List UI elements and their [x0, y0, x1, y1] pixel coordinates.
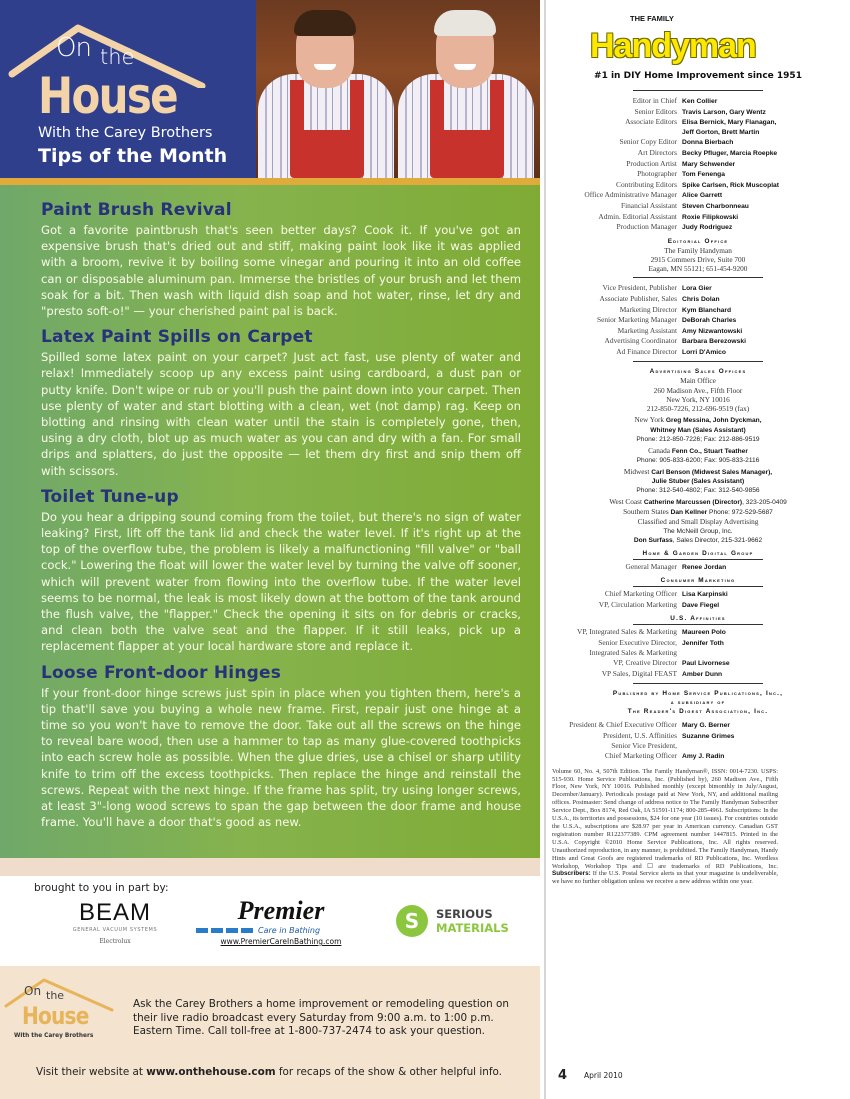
staff-name: Paul Livornese — [682, 660, 730, 668]
divider — [633, 683, 763, 684]
staff-row — [546, 305, 850, 316]
tip-toilet-tune-up — [41, 487, 521, 655]
staff-name: Mary Schwender — [682, 160, 736, 168]
tip-paint-brush-revival — [41, 200, 521, 319]
page-number: 4 — [558, 1068, 568, 1083]
staff-name: Dave Fiegel — [682, 601, 720, 609]
staff-row — [546, 117, 850, 128]
promo-logo-on: On — [24, 984, 42, 998]
staff-row — [546, 96, 850, 107]
promo-logo-with: With the Carey Brothers — [14, 1033, 94, 1039]
advertising-sales-offices — [546, 367, 850, 544]
tip-body: Do you hear a dripping sound coming from the toilet, but there's no sign of water leaking? First, lift off the tank lid and check the water level. If it's right up at the top of the overflow tube, the problem is likely a malfunctioning "fill valve" or "ball cock." Lowering the float will lower the water level by turning the valve off sooner, which will prevent water from flowing into the overflow tube. If the water level seems to be normal, the leak is most likely down at the bottom of the tank around the flush valve, the "flapper." Check the opening it sits on for debris or cracks, and clean both the valve seat and the flapper. If it still leaks, pick up a replacement flapper at your local hardware store and replace it. — [41, 509, 521, 654]
staff-role: VP, Circulation Marketing — [598, 599, 677, 609]
divider — [633, 90, 763, 91]
staff-name: Steven Charbonneau — [682, 202, 749, 210]
staff-row — [546, 222, 850, 233]
serious-line1: SERIOUS — [436, 907, 493, 921]
visit-prefix: Visit their website at — [36, 1066, 147, 1078]
main-office-line: New York, NY 10016 — [666, 394, 730, 404]
staff-role: Integrated Sales & Marketing — [589, 648, 677, 658]
office-line: Eagan, MN 55121; 651-454-9200 — [648, 264, 748, 274]
staff-name: Alice Garrett — [682, 192, 723, 200]
brother-right-figure — [396, 8, 536, 178]
tip-heading: Latex Paint Spills on Carpet — [41, 327, 313, 348]
website-link[interactable]: www.onthehouse.com — [146, 1066, 276, 1078]
main-office-line: 212-850-7226, 212-696-9519 (fax) — [646, 404, 750, 414]
staff-role: Associate Publisher, Sales — [599, 293, 677, 303]
staff-role: Financial Assistant — [620, 200, 677, 210]
staff-role: Photographer — [637, 169, 677, 179]
tip-body: Spilled some latex paint on your carpet? Just act fast, use plenty of water and relax! Immediately scoop up any excess paint using cardboard, a dust pan or putty knife. Don't wipe or rub or you'll push the paint down into your carpet. Then use plenty of water and start blotting with a clean, wet (not damp) rag. Keep on blotting and rinsing with clean water until the stain is completely gone, then, using a dry cloth, blot up as much water as you can and dry with a fan. For small drips and splatters, do just the opposite — let them dry first and snip them off with scissors. — [41, 350, 521, 478]
staff-row — [546, 658, 850, 669]
staff-name: DeBorah Charles — [682, 317, 737, 325]
staff-name: Tom Fenenga — [682, 171, 725, 179]
staff-role: Editor in Chief — [632, 96, 677, 105]
published-by-line: The Reader's Digest Association, Inc. — [627, 708, 769, 716]
handyman-logo-block — [590, 14, 806, 70]
region-label: New York — [634, 415, 665, 425]
region-names: Greg Messina, John Dyckman, — [665, 417, 762, 425]
published-by-line: Published by Home Service Publications, Inc., — [612, 690, 784, 698]
region-label: Midwest — [623, 466, 650, 476]
gold-divider — [0, 178, 540, 185]
staff-name: Barbara Berezowski — [682, 338, 746, 346]
staff-name: Mary G. Berner — [682, 722, 730, 730]
staff-row — [546, 201, 850, 212]
promo-logo-house: House — [22, 1002, 89, 1030]
main-office-line: Main Office — [680, 376, 716, 386]
section-heading: Consumer Marketing — [660, 577, 736, 585]
staff-name: Amber Dunn — [682, 670, 723, 678]
divider — [633, 586, 763, 587]
staff-name: Maureen Polo — [682, 629, 726, 637]
region-label: Canada — [648, 445, 670, 455]
southern-states-office — [546, 507, 850, 517]
region-phone: Phone: 905-833-6200; Fax: 905-833-2116 — [636, 456, 760, 464]
staff-role: Associate Editors — [625, 117, 677, 127]
staff-row — [546, 669, 850, 680]
staff-name: Amy J. Radin — [682, 753, 725, 761]
staff-row — [546, 128, 850, 138]
staff-row — [546, 212, 850, 223]
tip-body: If your front-door hinge screws just spin in place when you tighten them, here's a tip that'll save you buying a whole new frame. First, repair just one hinge at a time so you won't have to remove the door. Take out all the screws on the hinge to reveal bare wood, then use a hammer to tap as many glue-covered toothpicks into each screw hole as possible. When the glue dries, use a chisel or sharp utility knife to trim off the excess toothpicks. Then replace the hinge and reinstall the screws. Repeat with the next hinge. If the frame has split, try using longer screws, at least 3"-long wood screws to span the gap between the door frame and house frame. You'll have a door that's good as new. — [41, 685, 521, 830]
staff-role: Senior Marketing Manager — [596, 315, 677, 325]
tip-heading: Toilet Tune-up — [41, 486, 179, 507]
premier-url-link[interactable]: www.PremierCareInBathing.com — [220, 937, 342, 946]
us-affinities-staff-list — [546, 627, 850, 679]
staff-name: Judy Rodriguez — [682, 224, 733, 232]
staff-row — [546, 720, 850, 731]
staff-name: Lorri D'Amico — [682, 348, 726, 356]
sponsors-label: brought to you in part by: — [34, 882, 169, 894]
staff-name: Jennifer Toth — [682, 639, 724, 647]
staff-name: Renee Jordan — [682, 563, 727, 571]
staff-role: Contributing Editors — [616, 179, 677, 189]
office-line: 2915 Commers Drive, Suite 700 — [650, 254, 746, 264]
staff-name: Ken Collier — [682, 98, 718, 105]
section-heading: U.S. Affinities — [670, 615, 726, 623]
staff-role: General Manager — [625, 561, 677, 571]
staff-role: President, U.S. Affinities — [603, 730, 677, 740]
staff-row — [546, 347, 850, 358]
staff-role: Marketing Director — [619, 304, 677, 314]
sponsors-section — [0, 876, 540, 966]
classified-name: Don Surfass — [633, 536, 673, 544]
staff-row — [546, 180, 850, 191]
staff-row — [546, 283, 850, 294]
staff-row — [546, 731, 850, 742]
logo-the-text: the — [100, 45, 135, 69]
canada-office — [546, 446, 850, 456]
section-heading: Editorial Office — [667, 237, 729, 245]
region-names: Fenn Co., Stuart Teather — [671, 447, 748, 455]
staff-name: Lora Gier — [682, 285, 712, 293]
staff-name: Suzanne Grimes — [682, 732, 735, 740]
west-coast-office — [546, 497, 850, 507]
staff-row — [546, 638, 850, 649]
staff-row — [546, 315, 850, 326]
premier-logo — [196, 898, 366, 947]
subscribers-label: Subscribers: — [552, 870, 591, 878]
staff-row — [546, 148, 850, 159]
divider — [633, 624, 763, 625]
staff-row — [546, 326, 850, 337]
classified-heading: Classified and Small Display Advertising — [637, 517, 759, 527]
staff-row — [546, 336, 850, 347]
serious-materials-logo — [396, 902, 532, 942]
new-york-office — [546, 415, 850, 425]
handyman-logo: Handyman — [590, 27, 756, 65]
staff-role: VP, Creative Director — [613, 658, 677, 668]
staff-row — [546, 159, 850, 170]
promo-visit-line — [36, 1066, 536, 1079]
staff-role: President & Chief Executive Officer — [569, 720, 677, 730]
promo-text: Ask the Carey Brothers a home improvement or remodeling question on their live radio broadcast every Saturday from 9:00 a.m. to 1:00 p.m. Eastern Time. Call toll-free at 1-800-737-2474 to ask your question. — [133, 998, 509, 1037]
published-by — [546, 689, 850, 716]
beam-logo — [55, 900, 175, 946]
tip-body: Got a favorite paintbrush that's seen better days? Cook it. If you've got an expensive brush that's dried out and stiff, making paint look like it was applied with a broom, revive it by boiling some vinegar and pouring it into an old coffee can or disposable aluminum pan. Immerse the bristles of your brush and let them soak for a bit. Then wash with liquid dish soap and hot water, rinse, let dry and "presto soft-o!" — your cherished paint pal is back. — [41, 223, 521, 319]
staff-role: Vice President, Publisher — [602, 283, 677, 293]
classified-info: , Sales Director, 215-321-9662 — [672, 536, 763, 544]
staff-row — [546, 562, 850, 573]
staff-role: VP, Integrated Sales & Marketing — [577, 627, 677, 637]
premier-tagline-row — [196, 925, 366, 936]
staff-name: Kym Blanchard — [682, 306, 732, 314]
header-banner — [0, 0, 540, 178]
published-by-line: a subsidiary of — [670, 699, 726, 707]
staff-name: Becky Pfluger, Marcia Roepke — [682, 149, 778, 157]
staff-row — [546, 137, 850, 148]
issue-date: April 2010 — [584, 1071, 623, 1080]
classified-contact — [546, 536, 850, 545]
divider — [633, 559, 763, 560]
premier-name: Premier — [237, 896, 325, 925]
staff-row — [546, 600, 850, 611]
us-affinities — [546, 614, 850, 623]
logo-on-text: On — [56, 33, 91, 63]
tips-list — [41, 200, 521, 839]
region-names: Dan Kellner — [670, 509, 708, 517]
staff-role: Art Directors — [637, 147, 677, 157]
masthead-tagline: #1 in DIY Home Improvement since 1951 — [594, 71, 802, 81]
editorial-office — [546, 237, 850, 274]
region-label: Southern States — [623, 507, 669, 517]
consumer-marketing — [546, 576, 850, 585]
divider — [633, 361, 763, 362]
staff-role: Marketing Assistant — [617, 325, 677, 335]
staff-name: Spike Carlsen, Rick Muscoplat — [682, 181, 780, 189]
staff-role: Ad Finance Director — [616, 346, 677, 356]
region-label: West Coast — [609, 496, 643, 506]
section-heading: Advertising Sales Offices — [649, 368, 747, 376]
staff-name: Roxie Filipkowski — [682, 213, 739, 221]
region-names: Carl Benson (Midwest Sales Manager), — [651, 468, 773, 476]
staff-row — [546, 589, 850, 600]
staff-role: Senior Copy Editor — [619, 137, 677, 147]
tip-heading: Paint Brush Revival — [41, 200, 232, 220]
staff-row — [546, 741, 850, 751]
staff-name: Amy Nizwantowski — [682, 327, 743, 335]
legal-notice — [552, 768, 778, 887]
serious-s-icon: S — [396, 905, 428, 937]
staff-name: Lisa Karpinski — [682, 591, 728, 599]
executives-list — [546, 720, 850, 761]
staff-role: Chief Marketing Officer — [604, 751, 677, 761]
brother-left-figure — [256, 8, 396, 178]
beam-parent: Electrolux — [99, 938, 131, 945]
region-names: Julie Stuber (Sales Assistant) — [651, 477, 745, 485]
staff-row — [546, 169, 850, 180]
staff-role: VP Sales, Digital FEAST — [601, 668, 677, 678]
tip-loose-front-door-hinges — [41, 663, 521, 831]
tip-latex-paint-spills — [41, 327, 521, 479]
classified-company: The McNeill Group, Inc. — [663, 527, 733, 535]
staff-role: Production Manager — [616, 222, 677, 232]
staff-role: Production Artist — [626, 158, 677, 168]
region-phone: Phone: 212-850-7226; Fax: 212-886-9519 — [636, 435, 760, 443]
region-names: Catherine Marcussen (Director) — [643, 498, 743, 506]
staff-row — [546, 751, 850, 762]
staff-role: Senior Vice President, — [611, 741, 677, 751]
handyman-logo-small: THE FAMILY — [630, 14, 674, 23]
staff-role: Senior Executive Director, — [598, 637, 677, 647]
staff-role: Advertising Coordinator — [604, 336, 677, 346]
premier-tagline: Care in Bathing — [258, 926, 321, 935]
consumer-marketing-staff-list — [546, 589, 850, 610]
tan-divider — [0, 858, 540, 876]
header-subtitle: With the Carey Brothers — [38, 125, 213, 141]
staff-row — [546, 627, 850, 638]
section-heading: Home & Garden Digital Group — [642, 549, 754, 557]
editorial-staff-list — [546, 96, 850, 233]
tip-heading: Loose Front-door Hinges — [41, 662, 282, 683]
divider — [633, 277, 763, 278]
staff-row — [546, 107, 850, 118]
region-phone: Phone: 972-529-5687 — [707, 509, 773, 517]
legal-text: Volume 60, No. 4, 507th Edition. The Family Handyman®, ISSN: 0014-7230. USPS: 515-930. Home Service Publications, Inc. (Published by), 260 Madison Ave., Fifth Floor, New York, NY 10016. Published monthly (except bimonthly in July/August, December/January). Periodicals postage paid at New York, NY, and additional mailing offices. Postmaster: Send change of address notice to The Family Handyman Subscriber Service Dept., Box 8174, Red Oak, IA 51591-1174; 800-285-4961. Subscriptions: In the U.S.A., its territories and possessions, $24 for one year (10 issues). For countries outside the U.S.A., subscriptions are $28.97 per year in American currency. Canadian GST registration number R122377389. CPM agreement number 1447815. Printed in the U.S.A. Copyright ©2010 Home Service Publications, Inc. All rights reserved. Unauthorized reproduction, in any manner, is prohibited. The Family Handyman, Handy Hints and Great Goofs are registered trademarks of RD Publications, Inc. Wordless Workshop, Workshop Tips and ☐ are trademarks of RD Publications, Inc. — [552, 767, 778, 870]
staff-row — [546, 190, 850, 201]
staff-name: Travis Larson, Gary Wentz — [682, 108, 766, 116]
masthead-page — [546, 0, 850, 1099]
region-phone: Phone: 312-540-4802; Fax: 312-540-9856 — [636, 486, 760, 494]
wave-icon — [196, 928, 254, 933]
staff-role: Admin. Editorial Assistant — [598, 211, 677, 221]
staff-name: Elisa Bernick, Mary Flanagan, — [682, 119, 777, 127]
visit-suffix: for recaps of the show & other helpful info. — [275, 1066, 502, 1078]
midwest-office — [546, 467, 850, 477]
staff-role: Chief Marketing Officer — [604, 589, 677, 599]
region-phone: , 323-205-0409 — [742, 498, 787, 506]
staff-row — [546, 294, 850, 305]
carey-brothers-photo — [256, 0, 540, 178]
staff-name: Jeff Gorton, Brett Martin — [682, 128, 760, 136]
home-garden-digital-group — [546, 549, 850, 558]
home-garden-staff-list — [546, 562, 850, 573]
staff-name: Donna Bierbach — [682, 139, 734, 147]
staff-role: Office Administrative Manager — [584, 190, 677, 200]
page-title: Tips of the Month — [38, 145, 228, 167]
serious-line2: MATERIALS — [436, 921, 509, 935]
staff-name: Chris Dolan — [682, 295, 720, 303]
staff-row — [546, 648, 850, 658]
staff-role: Senior Editors — [634, 106, 677, 116]
main-office-line: 260 Madison Ave., Fifth Floor — [653, 385, 743, 395]
masthead-content — [546, 86, 850, 886]
beam-subtitle: GENERAL VACUUM SYSTEMS — [72, 927, 158, 933]
publishing-staff-list — [546, 283, 850, 357]
subscribers-text: If the U.S. Postal Service alerts us that your magazine is undeliverable, we have no further obligation unless we receive a new address within one year. — [552, 870, 778, 886]
office-line: The Family Handyman — [664, 245, 732, 255]
region-names: Whitney Man (Sales Assistant) — [650, 426, 746, 434]
beam-name: BEAM — [78, 899, 151, 926]
radio-promo-box — [0, 966, 540, 1099]
logo-house-text: House — [38, 67, 177, 125]
promo-logo-the: the — [46, 989, 65, 1002]
